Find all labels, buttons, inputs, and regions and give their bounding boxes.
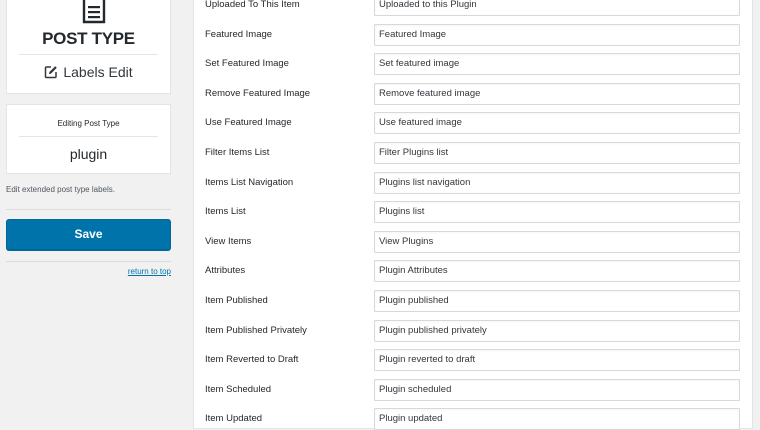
- text-field[interactable]: View Plugins: [374, 231, 740, 253]
- text-field[interactable]: Plugin published: [374, 290, 740, 312]
- field-label: Item Reverted to Draft: [205, 354, 299, 366]
- field-label: Filter Items List: [205, 147, 270, 158]
- form-row: [194, 53, 752, 75]
- sidebar: [0, 0, 178, 420]
- text-field[interactable]: Plugins list navigation: [374, 172, 740, 194]
- field-label: Set Featured Image: [205, 58, 289, 70]
- form-row: [194, 408, 752, 430]
- document-icon: [79, 0, 109, 24]
- text-field[interactable]: Plugin reverted to draft: [374, 349, 740, 371]
- field-label: Uploaded To This Item: [205, 0, 300, 10]
- help-text: Edit extended post type labels.: [6, 185, 115, 194]
- divider: [19, 136, 158, 137]
- editing-caption: Editing Post Type: [57, 119, 120, 128]
- field-label: Item Published Privately: [205, 324, 307, 336]
- form-row: [194, 349, 752, 371]
- editing-post-type-value: plugin: [69, 146, 108, 162]
- form-row: [194, 290, 752, 312]
- post-type-card: [6, 0, 171, 94]
- divider: [19, 54, 158, 55]
- text-field[interactable]: Set featured image: [374, 53, 740, 75]
- divider: [6, 209, 171, 210]
- text-field[interactable]: Use featured image: [374, 112, 740, 134]
- save-button[interactable]: Save: [6, 219, 171, 250]
- field-label: Remove Featured Image: [205, 87, 311, 99]
- labels-edit-heading: [7, 64, 170, 80]
- form-row: [194, 320, 752, 342]
- field-label: Attributes: [205, 265, 246, 277]
- labels-edit-label: Labels Edit: [63, 64, 133, 80]
- field-label: Item Published: [205, 295, 268, 306]
- form-row: [194, 172, 752, 194]
- text-field[interactable]: Plugins list: [374, 201, 740, 223]
- return-to-top-link[interactable]: return to top: [127, 267, 171, 276]
- field-label: Featured Image: [205, 28, 273, 40]
- text-field[interactable]: Uploaded to this Plugin: [374, 0, 740, 16]
- labels-form-panel: [193, 0, 753, 429]
- post-type-title: POST TYPE: [42, 29, 135, 48]
- form-row: [194, 379, 752, 401]
- form-row: [194, 24, 752, 46]
- form-row: [194, 0, 752, 16]
- text-field[interactable]: Plugin Attributes: [374, 260, 740, 282]
- field-label: Item Scheduled: [205, 383, 272, 395]
- form-row: [194, 260, 752, 282]
- text-field[interactable]: Remove featured image: [374, 83, 740, 105]
- field-label: Items List Navigation: [205, 176, 294, 188]
- form-row: [194, 83, 752, 105]
- text-field[interactable]: Filter Plugins list: [374, 142, 740, 164]
- form-row: [194, 112, 752, 134]
- text-field[interactable]: Plugin updated: [374, 408, 740, 430]
- form-row: [194, 201, 752, 223]
- text-field[interactable]: Featured Image: [374, 24, 740, 46]
- pencil-square-icon: [44, 65, 58, 79]
- field-label: Items List: [205, 206, 246, 218]
- editing-post-type-card: [6, 104, 171, 174]
- field-label: Use Featured Image: [205, 117, 292, 129]
- field-label: View Items: [205, 235, 252, 247]
- text-field[interactable]: Plugin scheduled: [374, 379, 740, 401]
- field-label: Item Updated: [205, 413, 263, 425]
- divider: [6, 261, 171, 262]
- text-field[interactable]: Plugin published privately: [374, 320, 740, 342]
- form-row: [194, 231, 752, 253]
- form-row: [194, 142, 752, 164]
